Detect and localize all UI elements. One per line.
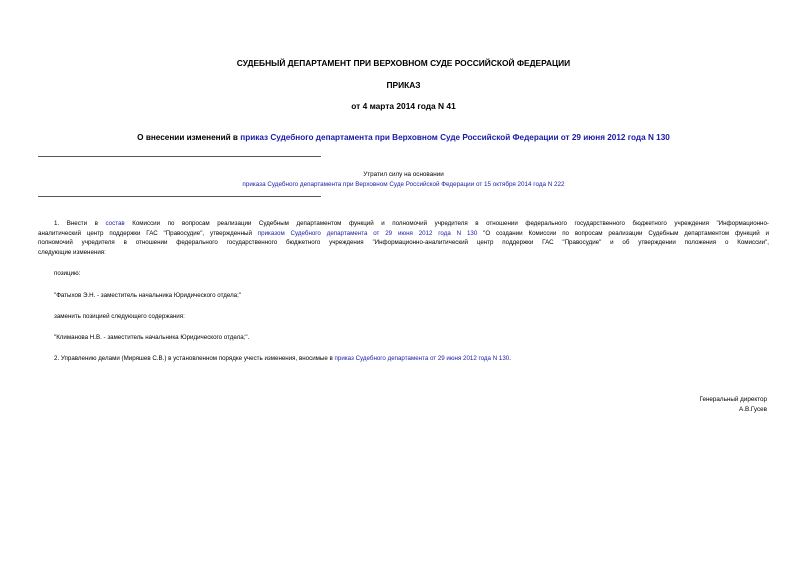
paragraph-2 bbox=[54, 355, 511, 362]
paragraph-2-order-link[interactable]: приказ Судебного департамента от 29 июня 2012 года N 130 bbox=[334, 355, 510, 362]
paragraph-1 bbox=[38, 219, 769, 257]
position-label: позицию: bbox=[54, 270, 81, 277]
repeal-status-text: Утратил силу на основании bbox=[363, 171, 444, 178]
status-top-divider bbox=[38, 156, 321, 157]
status-bottom-divider bbox=[38, 196, 321, 197]
document-type-heading: ПРИКАЗ bbox=[386, 80, 421, 90]
paragraph-1-line-1 bbox=[38, 219, 769, 229]
paragraph-1-text: "О создании Комиссии по вопросам реализации Судебным департаментом функций и bbox=[477, 229, 769, 237]
organization-heading: СУДЕБНЫЙ ДЕПАРТАМЕНТ ПРИ ВЕРХОВНОМ СУДЕ РОССИЙСКОЙ ФЕДЕРАЦИИ bbox=[236, 58, 571, 68]
paragraph-1-text: аналитический центр поддержки ГАС "Правосудие", утвержденный bbox=[38, 229, 258, 237]
paragraph-2-suffix: . bbox=[509, 355, 511, 362]
subject-link[interactable]: приказ Судебного департамента при Верховном Суде Российской Федерации от 29 июня 2012 года N 130 bbox=[240, 133, 670, 142]
signatory-title: Генеральный директор bbox=[699, 396, 767, 403]
order-130-link[interactable]: приказом Судебного департамента от 29 июня 2012 года N 130 bbox=[257, 229, 478, 237]
document-date-number: от 4 марта 2014 года N 41 bbox=[351, 101, 456, 111]
paragraph-1-text: 1. Внести в bbox=[54, 220, 106, 227]
composition-link[interactable]: состав bbox=[105, 220, 125, 227]
new-position-text: "Климанова Н.В. - заместитель начальника Юридического отдела;". bbox=[54, 334, 250, 341]
old-position-text: "Фатыхов Э.Н. - заместитель начальника Юридического отдела;" bbox=[54, 292, 242, 299]
paragraph-1-line-2 bbox=[38, 229, 769, 239]
repeal-status-link[interactable]: приказа Судебного департамента при Верховном Суде Российской Федерации от 15 октября 2014 года N 222 bbox=[242, 181, 565, 188]
signatory-name: А.В.Гусев bbox=[739, 405, 767, 413]
paragraph-1-text: Комиссии по вопросам реализации Судебным департаментом функций и полномочий учредителя в отношении федерального государственного бюджетного учреждения "Информационно- bbox=[124, 220, 769, 227]
subject-prefix: О внесении изменений в bbox=[137, 133, 241, 142]
paragraph-2-text: 2. Управлению делами (Миряшев С.В.) в установленном порядке учесть изменения, вносимые в bbox=[54, 355, 335, 362]
replace-label: заменить позицией следующего содержания: bbox=[54, 313, 185, 320]
document-subject bbox=[0, 133, 807, 142]
paragraph-1-line-4: следующие изменения: bbox=[38, 248, 106, 256]
paragraph-1-line-3: полномочий учредителя в отношении федерального государственного бюджетного учреждения "Информационно-аналитический центр поддержки ГАС "Правосудие" и об утверждении положения о Комиссии", bbox=[38, 239, 769, 247]
signature-block bbox=[699, 395, 767, 415]
